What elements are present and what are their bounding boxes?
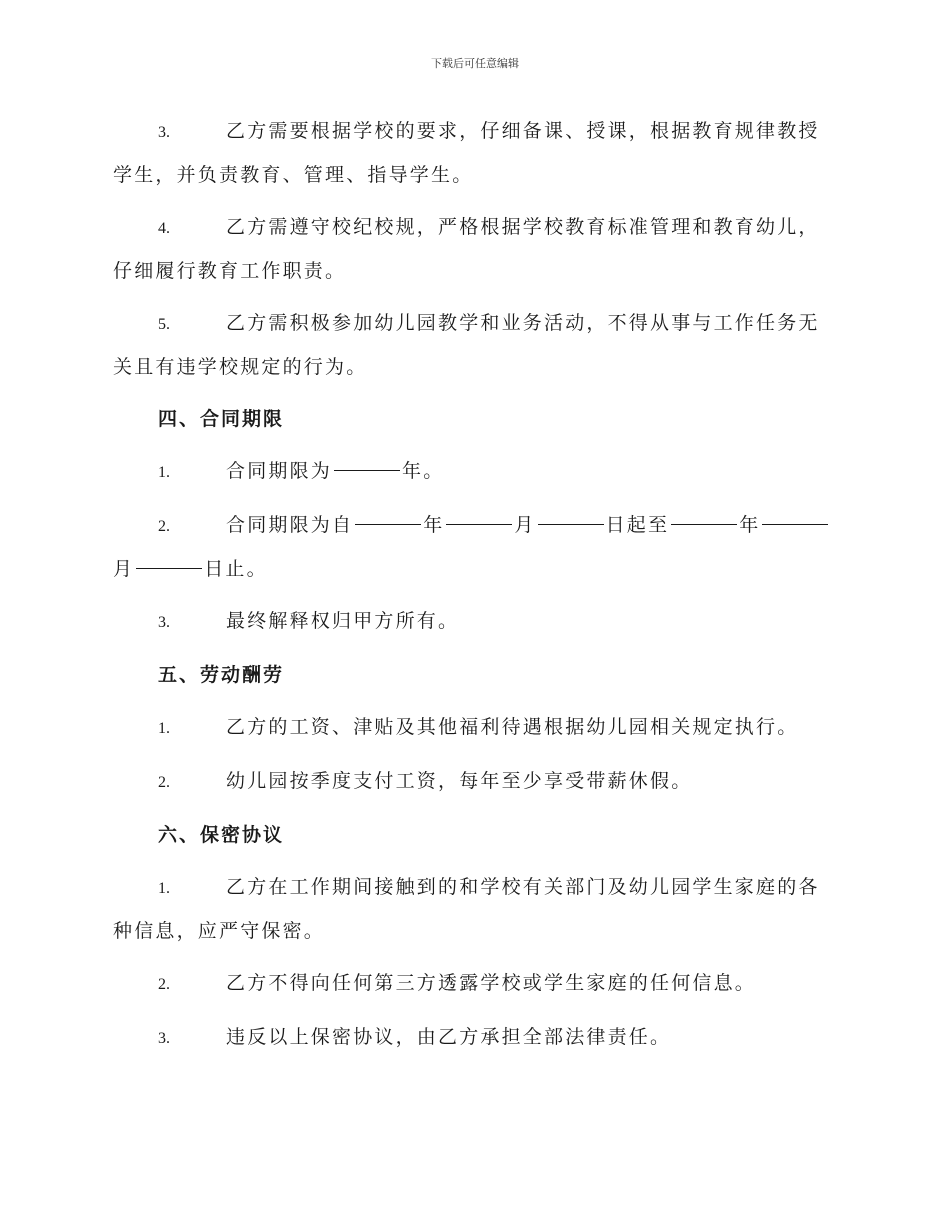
clause-number: 2. bbox=[158, 774, 170, 791]
clause-number: 2. bbox=[158, 518, 170, 535]
page-header: 下载后可任意编辑 bbox=[431, 57, 519, 70]
clause-number: 1. bbox=[158, 720, 170, 737]
clause-text: 乙方需要根据学校的要求，仔细备课、授课，根据教育规律教授学生，并负责教育、管理、指导学生。 bbox=[113, 120, 820, 186]
secret-clause-3 bbox=[113, 1016, 835, 1060]
clause-text: 月 bbox=[113, 558, 135, 580]
section-heading-confidentiality: 六、保密协议 bbox=[158, 824, 285, 846]
blank-end-month[interactable] bbox=[762, 523, 828, 525]
clause-3 bbox=[113, 110, 835, 196]
pay-clause-2 bbox=[113, 760, 835, 804]
section-heading-contract-term: 四、合同期限 bbox=[158, 408, 285, 430]
clause-text: 违反以上保密协议，由乙方承担全部法律责任。 bbox=[226, 1026, 672, 1048]
clause-text: 年。 bbox=[402, 460, 445, 482]
term-clause-3 bbox=[113, 600, 835, 644]
clause-text: 日止。 bbox=[204, 558, 268, 580]
blank-start-day[interactable] bbox=[538, 523, 604, 525]
clause-number: 2. bbox=[158, 976, 170, 993]
clause-text: 乙方需积极参加幼儿园教学和业务活动，不得从事与工作任务无关且有违学校规定的行为。 bbox=[113, 312, 820, 378]
clause-text: 乙方不得向任何第三方透露学校或学生家庭的任何信息。 bbox=[226, 972, 757, 994]
clause-text: 乙方的工资、津贴及其他福利待遇根据幼儿园相关规定执行。 bbox=[226, 716, 799, 738]
secret-clause-1 bbox=[113, 866, 835, 952]
clause-number: 1. bbox=[158, 880, 170, 897]
secret-clause-2 bbox=[113, 962, 835, 1006]
clause-text: 年 bbox=[423, 514, 445, 536]
pay-clause-1 bbox=[113, 706, 835, 750]
clause-text: 日起至 bbox=[605, 514, 670, 536]
clause-text: 年 bbox=[739, 514, 761, 536]
blank-end-year[interactable] bbox=[671, 523, 737, 525]
clause-number: 3. bbox=[158, 614, 170, 631]
blank-years[interactable] bbox=[334, 469, 400, 471]
section-heading-remuneration: 五、劳动酬劳 bbox=[158, 664, 285, 686]
clause-text: 月 bbox=[514, 514, 536, 536]
blank-end-day[interactable] bbox=[136, 567, 202, 569]
clause-number: 5. bbox=[158, 316, 170, 333]
term-clause-2 bbox=[113, 504, 835, 590]
blank-start-year[interactable] bbox=[355, 523, 421, 525]
blank-start-month[interactable] bbox=[446, 523, 512, 525]
document-body bbox=[113, 110, 835, 1070]
clause-text: 幼儿园按季度支付工资，每年至少享受带薪休假。 bbox=[226, 770, 693, 792]
clause-text: 乙方在工作期间接触到的和学校有关部门及幼儿园学生家庭的各种信息，应严守保密。 bbox=[113, 876, 820, 942]
clause-number: 1. bbox=[158, 464, 170, 481]
clause-text: 最终解释权归甲方所有。 bbox=[226, 610, 460, 632]
clause-text: 合同期限为 bbox=[226, 460, 333, 482]
clause-text: 合同期限为自 bbox=[226, 514, 354, 536]
clause-number: 3. bbox=[158, 1030, 170, 1047]
clause-text: 乙方需遵守校纪校规，严格根据学校教育标准管理和教育幼儿，仔细履行教育工作职责。 bbox=[113, 216, 820, 282]
term-clause-1 bbox=[113, 450, 835, 494]
clause-4 bbox=[113, 206, 835, 292]
clause-5 bbox=[113, 302, 835, 388]
clause-number: 4. bbox=[158, 220, 170, 237]
clause-number: 3. bbox=[158, 124, 170, 141]
